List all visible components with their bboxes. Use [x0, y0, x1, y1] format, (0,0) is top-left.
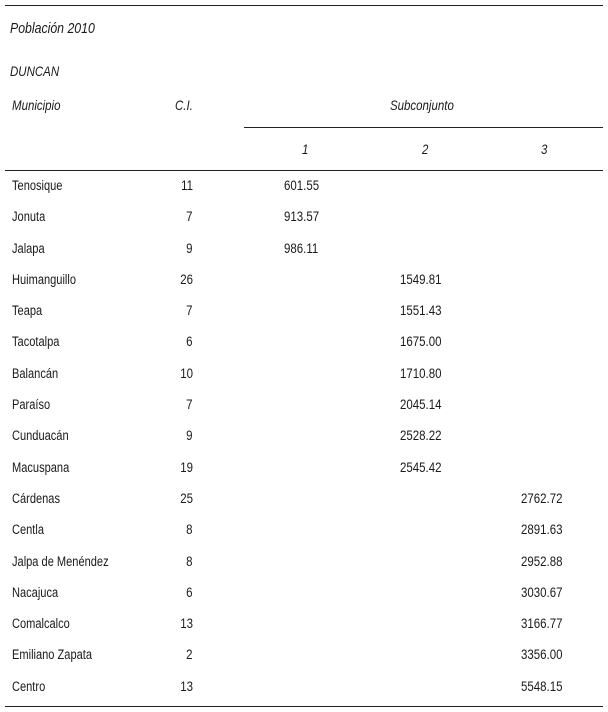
table-row: [0, 234, 608, 265]
subset-2-cell: 1710.80: [400, 365, 442, 381]
municipio-cell: Nacajuca: [12, 584, 59, 600]
municipio-cell: Cunduacán: [12, 428, 69, 444]
ci-cell: 13: [180, 616, 193, 632]
header-subset-2: 2: [422, 141, 429, 157]
table-row: [0, 672, 608, 703]
subset-2-cell: 1549.81: [400, 271, 442, 287]
municipio-cell: Paraíso: [12, 397, 51, 413]
ci-cell: 9: [186, 240, 193, 256]
ci-cell: 7: [186, 209, 193, 225]
subset-3-cell: 2891.63: [521, 522, 563, 538]
header-subconjunto: Subconjunto: [390, 97, 454, 113]
subset-3-cell: 5548.15: [521, 678, 563, 694]
ci-cell: 8: [186, 553, 193, 569]
ci-cell: 25: [180, 490, 193, 506]
subset-1-cell: 986.11: [284, 240, 319, 256]
municipio-cell: Jalpa de Menéndez: [12, 553, 109, 569]
subset-2-cell: 2045.14: [400, 397, 442, 413]
municipio-cell: Cárdenas: [12, 490, 61, 506]
table-row: [0, 359, 608, 390]
table-row: [0, 265, 608, 296]
table-row: [0, 484, 608, 515]
table-row: [0, 421, 608, 452]
subset-2-cell: 2545.42: [400, 459, 442, 475]
municipio-cell: Balancán: [12, 365, 59, 381]
subset-3-cell: 3030.67: [521, 584, 563, 600]
subset-2-cell: 2528.22: [400, 428, 442, 444]
municipio-cell: Macuspana: [12, 459, 70, 475]
subconjunto-rule: [244, 127, 603, 128]
subset-1-cell: 601.55: [284, 178, 320, 193]
table-row: [0, 202, 608, 233]
table-top-rule: [5, 5, 603, 6]
table-row: [0, 171, 608, 202]
ci-cell: 7: [186, 303, 193, 319]
table-row: [0, 547, 608, 578]
subset-3-cell: 3166.77: [521, 616, 563, 632]
table-row: [0, 640, 608, 671]
subset-1-cell: 913.57: [284, 209, 320, 225]
ci-cell: 11: [181, 178, 193, 193]
municipio-cell: Jonuta: [12, 209, 46, 225]
ci-cell: 7: [186, 397, 193, 413]
municipio-cell: Jalapa: [12, 240, 45, 256]
table-row: [0, 515, 608, 546]
subset-3-cell: 3356.00: [521, 647, 563, 663]
table-row: [0, 327, 608, 358]
table-row: [0, 609, 608, 640]
municipio-cell: Centro: [12, 678, 46, 694]
ci-cell: 6: [186, 334, 193, 350]
municipio-cell: Emiliano Zapata: [12, 647, 93, 663]
municipio-cell: Teapa: [12, 303, 43, 319]
table-row: [0, 578, 608, 609]
table-row: [0, 296, 608, 327]
municipio-cell: Centla: [12, 522, 45, 538]
ci-cell: 2: [186, 647, 193, 663]
table-title: Población 2010: [10, 20, 95, 37]
subset-2-cell: 1675.00: [400, 334, 442, 350]
table-row: [0, 390, 608, 421]
table-body: [0, 171, 608, 703]
subset-2-cell: 1551.43: [400, 303, 442, 319]
method-label: DUNCAN: [10, 63, 60, 79]
ci-cell: 8: [186, 522, 193, 538]
ci-cell: 9: [186, 428, 193, 444]
municipio-cell: Tacotalpa: [12, 334, 60, 350]
ci-cell: 19: [180, 459, 193, 475]
header-municipio: Municipio: [12, 97, 61, 113]
ci-cell: 26: [180, 271, 193, 287]
ci-cell: 10: [180, 365, 193, 381]
header-subset-3: 3: [541, 141, 548, 157]
municipio-cell: Tenosique: [12, 178, 63, 193]
municipio-cell: Comalcalco: [12, 616, 70, 632]
ci-cell: 6: [186, 584, 193, 600]
table-bottom-rule: [5, 706, 603, 707]
municipio-cell: Huimanguillo: [12, 271, 76, 287]
subset-3-cell: 2762.72: [521, 490, 563, 506]
subset-3-cell: 2952.88: [521, 553, 563, 569]
header-subset-1: 1: [302, 141, 309, 157]
ci-cell: 13: [180, 678, 193, 694]
table-row: [0, 453, 608, 484]
header-ci: C.I.: [175, 97, 193, 113]
